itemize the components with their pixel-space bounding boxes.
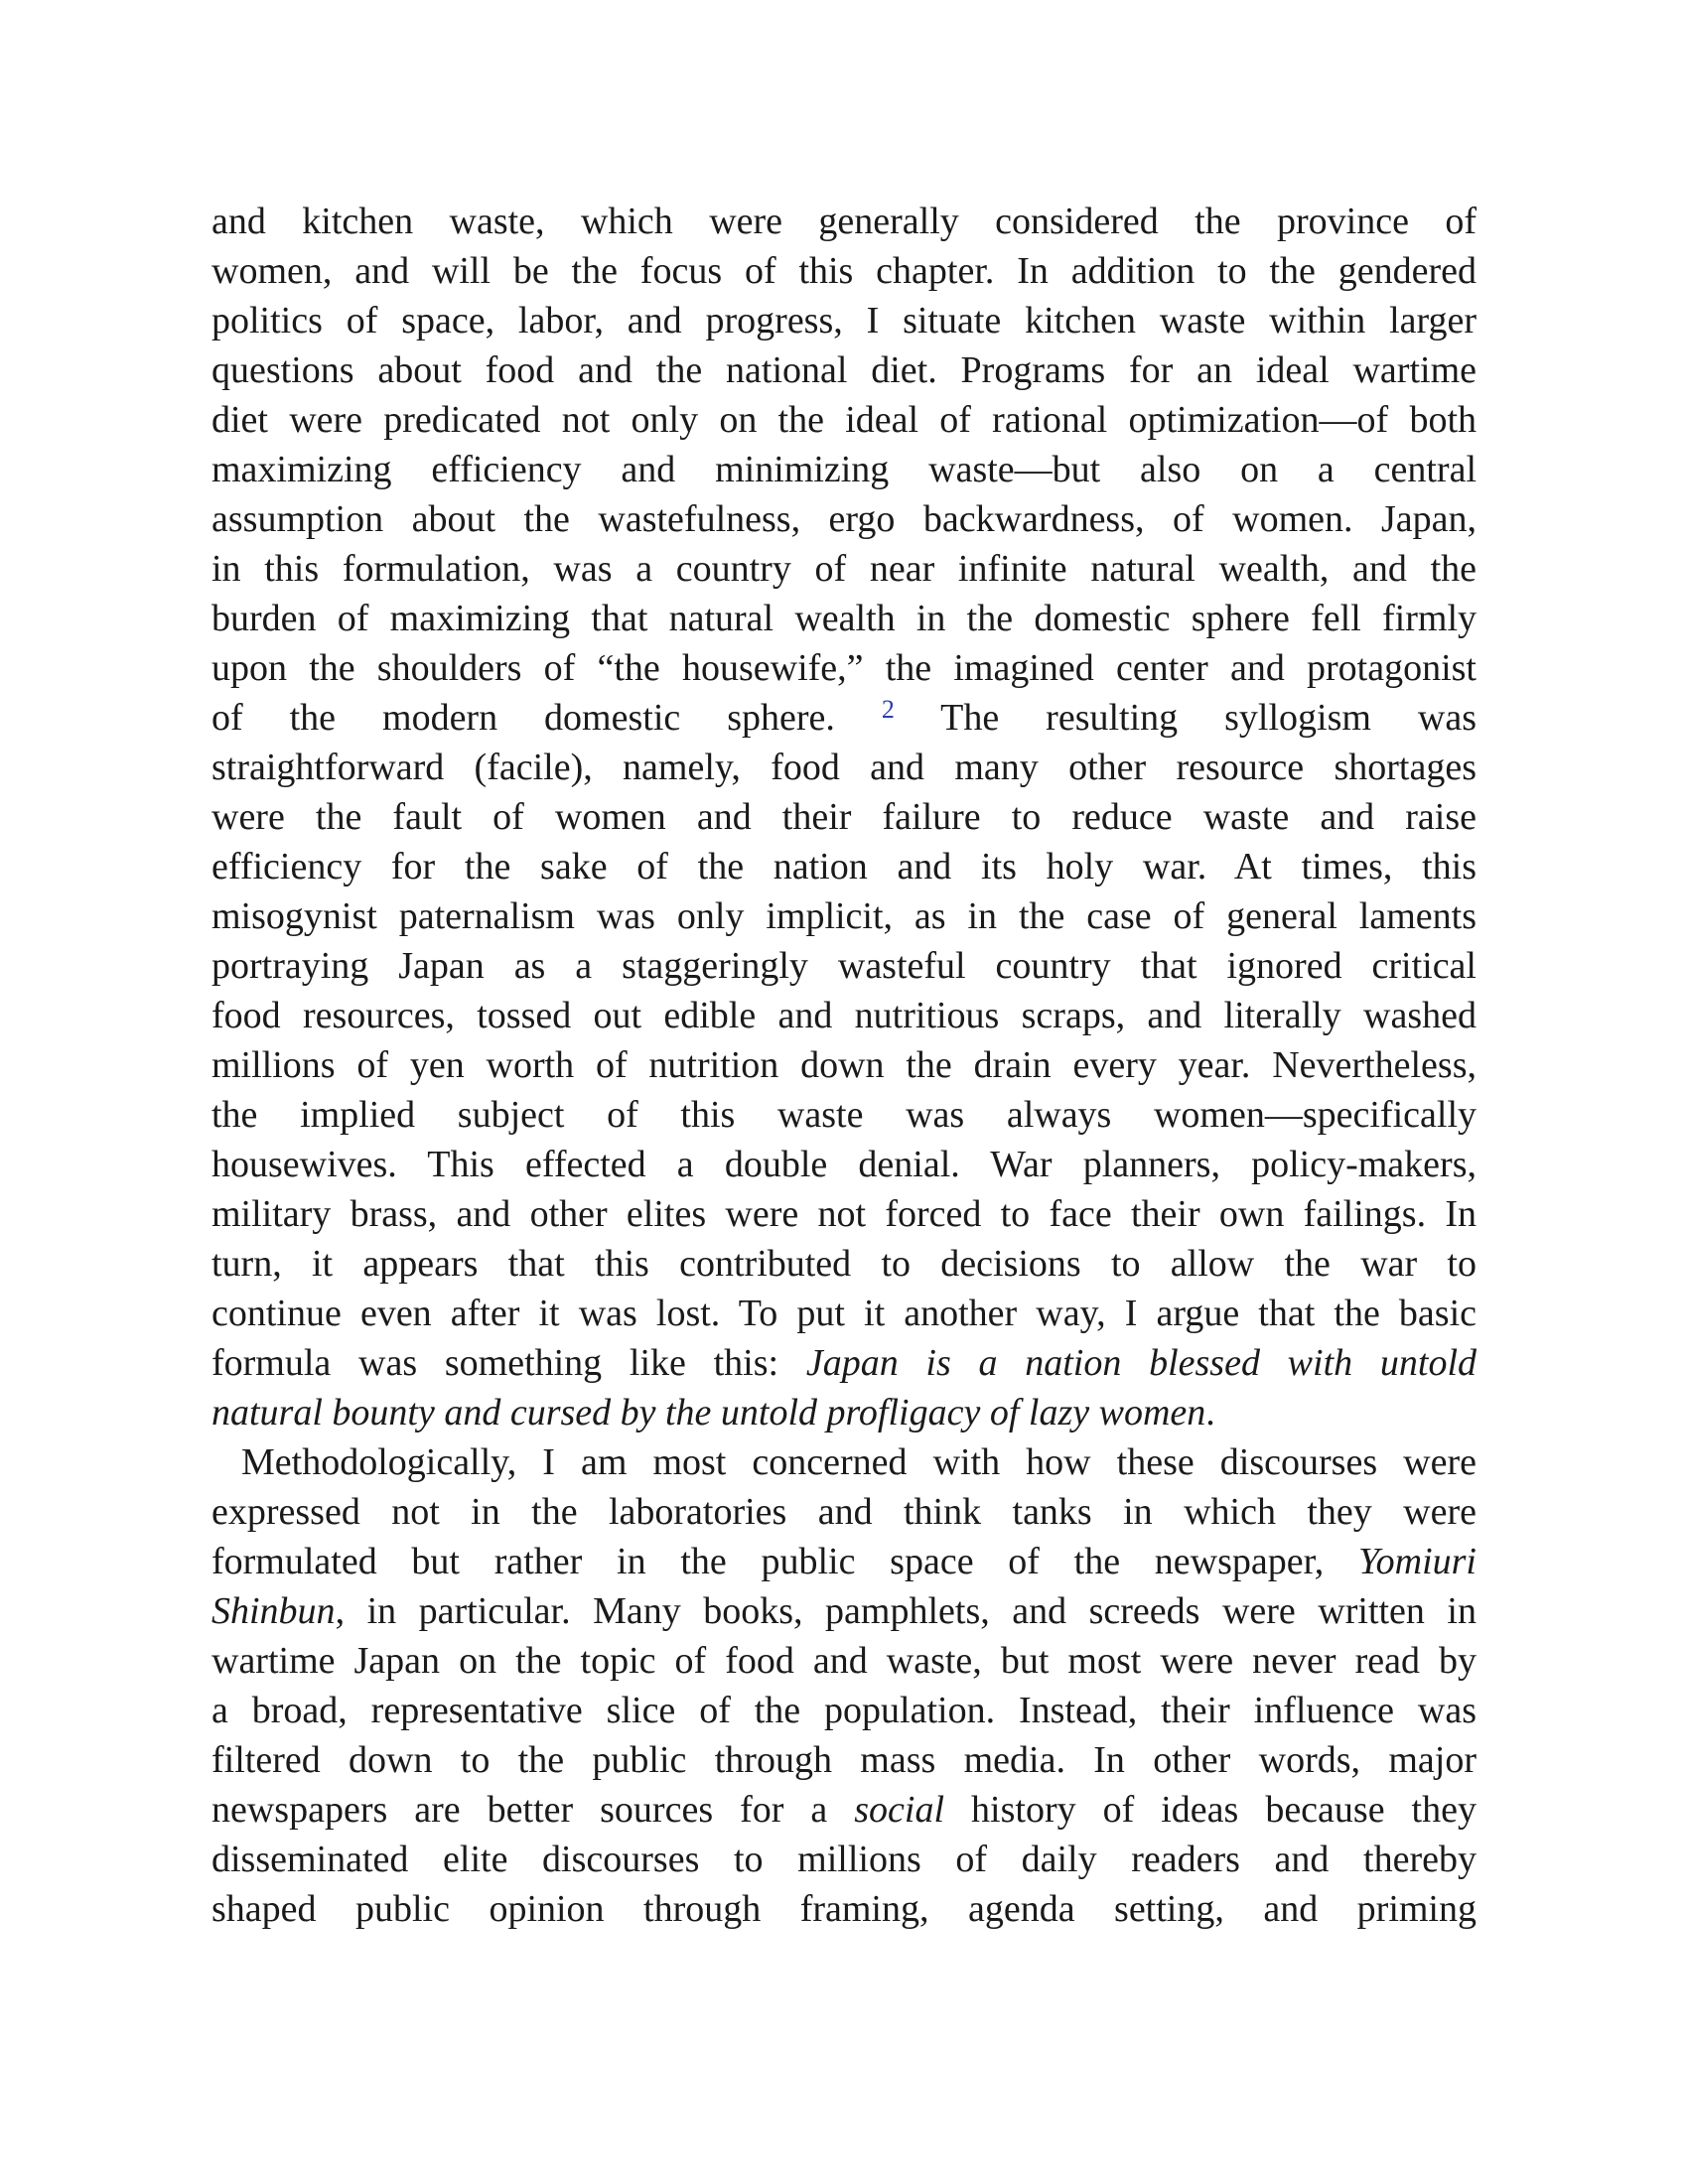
text-line: disseminated elite discourses to millions of daily readers and thereby xyxy=(211,1839,1477,1880)
text-run: , in particular. Many books, pamphlets, and screeds were written in xyxy=(335,1590,1477,1632)
text-line: maximizing efficiency and minimizing waste—but also on a central xyxy=(211,449,1477,490)
paragraph xyxy=(211,197,1477,1437)
page-body xyxy=(211,197,1477,1934)
text-line: misogynist paternalism was only implicit, as in the case of general laments xyxy=(211,895,1477,937)
text-line: were the fault of women and their failure to reduce waste and raise xyxy=(211,796,1477,838)
text-line: in this formulation, was a country of near infinite natural wealth, and the xyxy=(211,548,1477,590)
footnote-marker[interactable]: 2 xyxy=(881,695,895,724)
text-run: . xyxy=(1205,1392,1215,1433)
italic-text: Shinbun xyxy=(211,1590,336,1632)
text-line xyxy=(211,1537,1477,1586)
text-line xyxy=(211,1785,1477,1835)
text-run: formulated but rather in the public space of the newspaper, xyxy=(211,1541,1358,1582)
text-line: food resources, tossed out edible and nutritious scraps, and literally washed xyxy=(211,995,1477,1036)
text-line: questions about food and the national diet. Programs for an ideal wartime xyxy=(211,349,1477,391)
text-run: newspapers are better sources for a xyxy=(211,1789,855,1831)
italic-text: Yomiuri xyxy=(1358,1541,1477,1582)
text-line: wartime Japan on the topic of food and waste, but most were never read by xyxy=(211,1640,1477,1682)
text-line xyxy=(211,693,1477,743)
text-line: the implied subject of this waste was always women—specifically xyxy=(211,1094,1477,1136)
italic-text: Japan is a nation blessed with untold xyxy=(805,1342,1477,1384)
text-line: upon the shoulders of “the housewife,” the imagined center and protagonist xyxy=(211,647,1477,689)
text-line: a broad, representative slice of the population. Instead, their influence was xyxy=(211,1690,1477,1731)
text-line: shaped public opinion through framing, agenda setting, and priming xyxy=(211,1888,1477,1930)
text-run: formula was something like this: xyxy=(211,1342,806,1384)
text-line: and kitchen waste, which were generally considered the province of xyxy=(211,201,1477,242)
text-line: millions of yen worth of nutrition down the drain every year. Nevertheless, xyxy=(211,1044,1477,1086)
text-line: diet were predicated not only on the ideal of rational optimization—of both xyxy=(211,399,1477,441)
text-line: turn, it appears that this contributed to decisions to allow the war to xyxy=(211,1243,1477,1285)
paragraph xyxy=(211,1437,1477,1934)
text-line: expressed not in the laboratories and think tanks in which they were xyxy=(211,1491,1477,1533)
text-line: portraying Japan as a staggeringly wasteful country that ignored critical xyxy=(211,945,1477,987)
italic-text: natural bounty and cursed by the untold profligacy of lazy women xyxy=(211,1392,1206,1433)
text-line: straightforward (facile), namely, food and many other resource shortages xyxy=(211,747,1477,788)
text-line: military brass, and other elites were not forced to face their own failings. In xyxy=(211,1193,1477,1235)
italic-text: social xyxy=(854,1789,945,1831)
text-line: burden of maximizing that natural wealth in the domestic sphere fell firmly xyxy=(211,598,1477,639)
text-run: history of ideas because they xyxy=(944,1789,1477,1831)
text-line xyxy=(211,1388,1477,1437)
text-line xyxy=(211,1586,1477,1636)
text-run: of the modern domestic sphere. xyxy=(211,697,835,739)
text-line: filtered down to the public through mass media. In other words, major xyxy=(211,1739,1477,1781)
text-line: politics of space, labor, and progress, I situate kitchen waste within larger xyxy=(211,300,1477,341)
text-run: The resulting syllogism was xyxy=(940,697,1477,739)
text-line: housewives. This effected a double denial. War planners, policy-makers, xyxy=(211,1144,1477,1185)
text-line: women, and will be the focus of this chapter. In addition to the gendered xyxy=(211,250,1477,292)
text-line: efficiency for the sake of the nation and its holy war. At times, this xyxy=(211,846,1477,887)
text-line xyxy=(211,1338,1477,1388)
text-line: continue even after it was lost. To put it another way, I argue that the basic xyxy=(211,1293,1477,1334)
text-line: assumption about the wastefulness, ergo backwardness, of women. Japan, xyxy=(211,498,1477,540)
text-line: Methodologically, I am most concerned with how these discourses were xyxy=(241,1441,1477,1483)
